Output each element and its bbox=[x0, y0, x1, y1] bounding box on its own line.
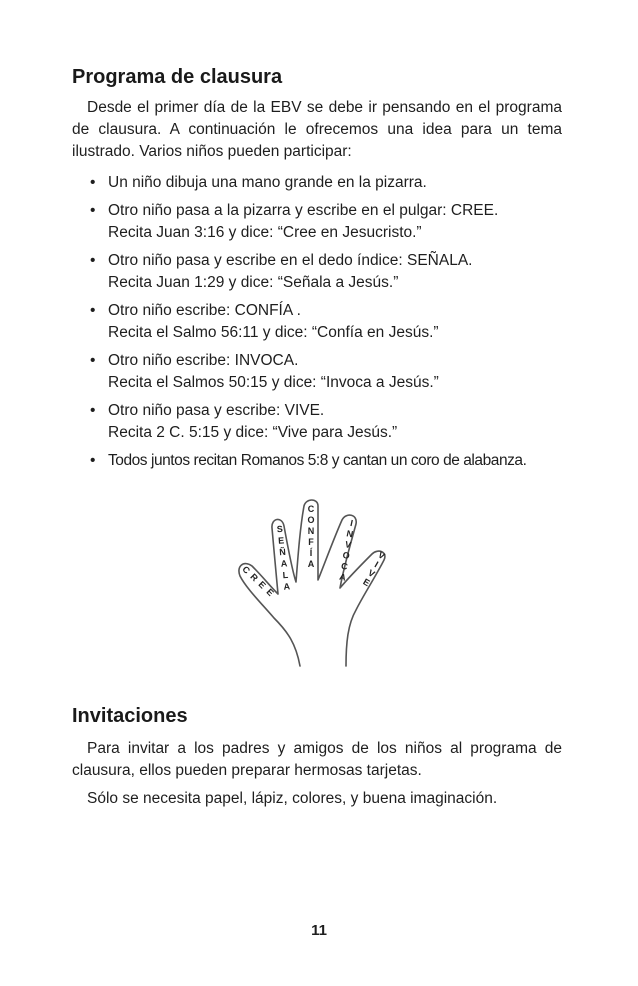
list-item bbox=[90, 172, 570, 194]
list-item-line: Recita Juan 3:16 y dice: “Cree en Jesucristo.” bbox=[108, 224, 422, 241]
invitaciones-paragraph-2: Sólo se necesita papel, lápiz, colores, y buena imaginación. bbox=[87, 790, 498, 807]
steps-list bbox=[90, 172, 570, 478]
middle-letter: O bbox=[307, 515, 315, 525]
list-item bbox=[90, 450, 570, 472]
index-letter: S bbox=[276, 523, 284, 535]
index-letter: A bbox=[280, 558, 288, 569]
middle-letter: Í bbox=[309, 548, 313, 558]
list-item-line: Otro niño escribe: INVOCA. bbox=[108, 352, 299, 369]
middle-letter: F bbox=[308, 537, 314, 547]
index-letter: E bbox=[277, 535, 285, 546]
bullet-marker: • bbox=[90, 174, 96, 191]
thumb-letter: R bbox=[248, 571, 260, 584]
list-item bbox=[90, 250, 570, 294]
list-item-line: Otro niño escribe: CONFÍA . bbox=[108, 302, 301, 319]
list-item-line: Todos juntos recitan Romanos 5:8 y cantan un coro de alabanza. bbox=[108, 452, 527, 469]
list-item bbox=[90, 300, 570, 344]
section-title-invitaciones: Invitaciones bbox=[72, 705, 188, 727]
list-item bbox=[90, 350, 570, 394]
list-item bbox=[90, 400, 570, 444]
list-item-line: Otro niño pasa y escribe en el dedo índice: SEÑALA. bbox=[108, 252, 473, 269]
thumb-letter: E bbox=[264, 586, 276, 599]
bullet-marker: • bbox=[90, 302, 96, 319]
thumb-letter: E bbox=[256, 579, 268, 591]
list-item-line: Recita el Salmo 56:11 y dice: “Confía en Jesús.” bbox=[108, 324, 439, 341]
bullet-marker: • bbox=[90, 402, 96, 419]
ring-letter: N bbox=[345, 528, 355, 540]
list-item-line: Recita Juan 1:29 y dice: “Señala a Jesús.” bbox=[108, 274, 399, 291]
bullet-marker: • bbox=[90, 352, 96, 369]
index-letter: Ñ bbox=[278, 546, 287, 558]
section-title-programa: Programa de clausura bbox=[72, 66, 283, 88]
list-item bbox=[90, 200, 570, 244]
list-item-line: Un niño dibuja una mano grande en la pizarra. bbox=[108, 174, 427, 191]
list-item-line: Recita 2 C. 5:15 y dice: “Vive para Jesús.” bbox=[108, 424, 398, 441]
page-number: 11 bbox=[311, 922, 327, 939]
index-letter: A bbox=[283, 581, 291, 592]
pinky-letter: I bbox=[372, 559, 381, 570]
middle-letter: A bbox=[307, 559, 315, 569]
ring-letter: O bbox=[341, 549, 351, 562]
ring-letter: C bbox=[340, 560, 349, 572]
pinky-letter: E bbox=[361, 576, 372, 589]
list-item-line: Otro niño pasa y escribe: VIVE. bbox=[108, 402, 325, 419]
invitaciones-paragraph-1: Para invitar a los padres y amigos de los niños al programa de clausura, ellos pueden preparar hermosas tarjetas. bbox=[72, 740, 562, 779]
ring-letter: V bbox=[344, 539, 353, 551]
bullet-marker: • bbox=[90, 252, 96, 269]
pinky-letter: V bbox=[366, 567, 377, 580]
hand-illustration bbox=[230, 494, 410, 669]
ring-letter: A bbox=[338, 571, 347, 583]
bullet-marker: • bbox=[90, 452, 96, 469]
middle-letter: C bbox=[307, 504, 315, 514]
list-item-line: Recita el Salmos 50:15 y dice: “Invoca a Jesús.” bbox=[108, 374, 439, 391]
pinky-letter: V bbox=[376, 549, 387, 562]
finger-labels bbox=[240, 504, 386, 598]
intro-paragraph: Desde el primer día de la EBV se debe ir pensando en el programa de clausura. A continuación le ofrecemos una idea para un tema ilustrado. Varios niños pueden participar: bbox=[72, 99, 562, 160]
index-letter: L bbox=[282, 569, 289, 581]
bullet-marker: • bbox=[90, 202, 96, 219]
ring-letter: I bbox=[349, 517, 354, 529]
middle-letter: N bbox=[307, 526, 315, 536]
thumb-letter: C bbox=[240, 564, 252, 576]
list-item-line: Otro niño pasa a la pizarra y escribe en el pulgar: CREE. bbox=[108, 202, 499, 219]
